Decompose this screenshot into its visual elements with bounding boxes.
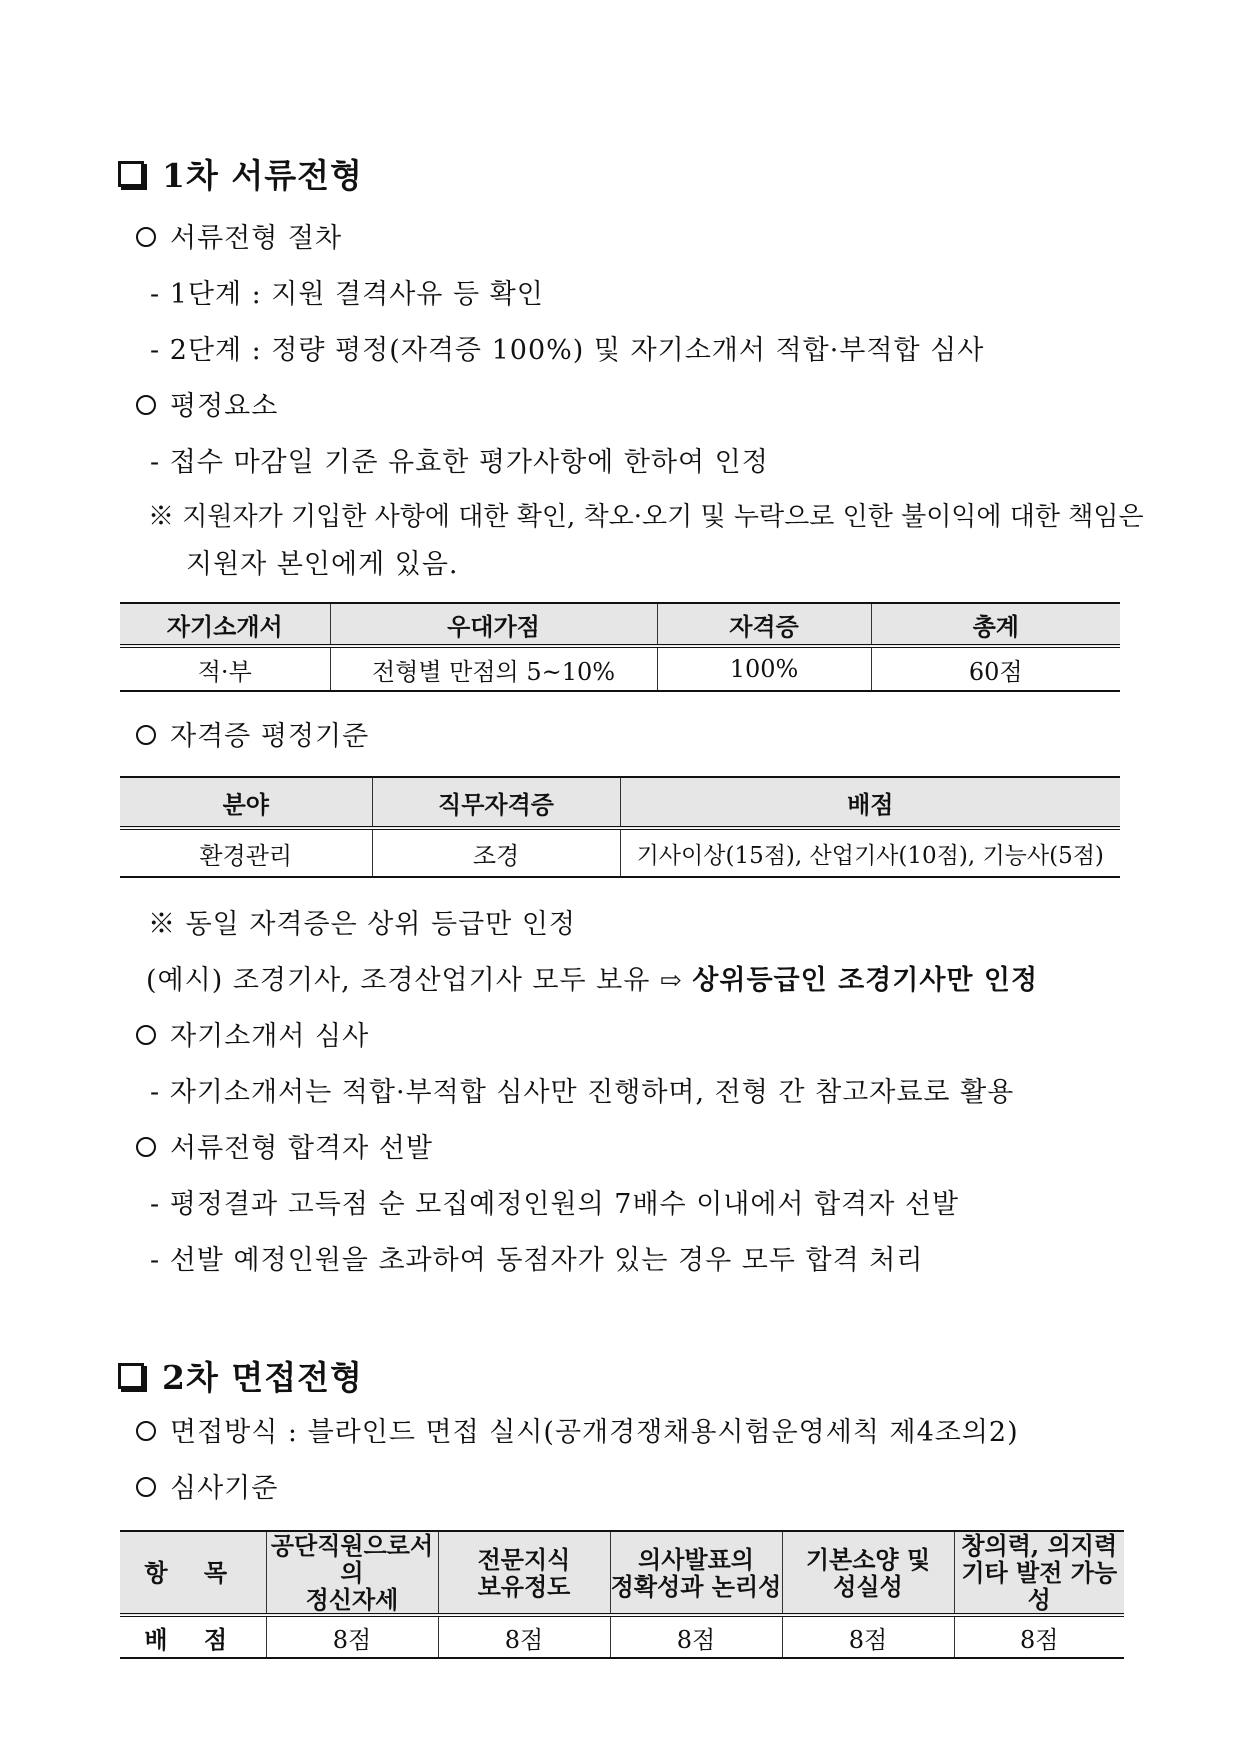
row-header-score: 배 점 (144, 1624, 242, 1654)
section1-title: 1차 서류전형 (162, 156, 363, 195)
row-header-item: 항 목 (120, 1531, 266, 1615)
criteria-heading: 심사기준 (136, 1466, 278, 1505)
step1-line: - 1단계 : 지원 결격사유 등 확인 (150, 279, 544, 310)
table-header: 자격증 (657, 603, 871, 646)
table-header: 기본소양 및 성실성 (782, 1531, 954, 1615)
evaluation-dash: - 접수 마감일 기준 유효한 평가사항에 한하여 인정 (150, 447, 769, 478)
checkbox-square-icon (118, 161, 144, 187)
section2-title: 2차 면접전형 (162, 1358, 363, 1397)
right-arrow-icon: ⇨ (659, 966, 683, 996)
example-line: (예시) 조경기사, 조경산업기사 모두 보유 ⇨ 상위등급인 조경기사만 인정 (146, 965, 1039, 996)
table-cell: 환경관리 (199, 841, 293, 870)
select-dash-1: - 평정결과 고득점 순 모집예정인원의 7배수 이내에서 합격자 선발 (150, 1189, 960, 1220)
table-header: 분야 (120, 777, 372, 828)
evaluation-heading: 평정요소 (136, 384, 278, 423)
table-header: 총계 (871, 603, 1120, 646)
table-header: 전문지식 보유정도 (438, 1531, 610, 1615)
procedure-heading: 서류전형 절차 (136, 216, 342, 255)
table-cell: 100% (657, 646, 871, 691)
section1-heading (118, 150, 363, 197)
table-cell: 조경 (372, 828, 620, 877)
table-cell: 적·부 (197, 657, 252, 686)
cert-heading: 자격증 평정기준 (136, 714, 369, 753)
table-header: 배점 (620, 777, 1120, 828)
table-cell: 8점 (438, 1615, 610, 1658)
circle-bullet-icon (136, 395, 156, 415)
cert-table (120, 776, 1120, 878)
step2-line: - 2단계 : 정량 평정(자격증 100%) 및 자기소개서 적합·부적합 심사 (150, 335, 985, 366)
table-header: 공단직원으로서의 정신자세 (266, 1531, 438, 1615)
section2-heading (118, 1352, 363, 1399)
intro-dash: - 자기소개서는 적합·부적합 심사만 진행하며, 전형 간 참고자료로 활용 (150, 1077, 1015, 1108)
table-cell: 60점 (871, 646, 1120, 691)
table-header: 창의력, 의지력 기타 발전 가능성 (954, 1531, 1124, 1615)
table-cell: 전형별 만점의 5~10% (330, 646, 657, 691)
circle-bullet-icon (136, 1025, 156, 1045)
table-cell: 8점 (266, 1615, 438, 1658)
interview-method: 면접방식 : 블라인드 면접 실시(공개경쟁채용시험운영세칙 제4조의2) (136, 1410, 1019, 1449)
checkbox-square-icon (118, 1363, 144, 1389)
circle-bullet-icon (136, 227, 156, 247)
circle-bullet-icon (136, 1477, 156, 1497)
responsibility-note-cont: 지원자 본인에게 있음. (186, 549, 459, 580)
circle-bullet-icon (136, 1421, 156, 1441)
same-cert-note: ※ 동일 자격증은 상위 등급만 인정 (148, 909, 576, 940)
responsibility-note: ※ 지원자가 기입한 사항에 대한 확인, 착오·오기 및 누락으로 인한 불이익에 대한 책임은 (148, 502, 1144, 532)
table-cell: 8점 (954, 1615, 1124, 1658)
table-cell: 기사이상(15점), 산업기사(10점), 기능사(5점) (620, 828, 1120, 877)
circle-bullet-icon (136, 725, 156, 745)
select-heading: 서류전형 합격자 선발 (136, 1126, 433, 1165)
table-cell: 8점 (782, 1615, 954, 1658)
table-cell: 8점 (610, 1615, 782, 1658)
circle-bullet-icon (136, 1137, 156, 1157)
intro-heading: 자기소개서 심사 (136, 1014, 369, 1053)
table-header: 자기소개서 (120, 603, 330, 646)
table-header: 우대가점 (330, 603, 657, 646)
table-header: 직무자격증 (372, 777, 620, 828)
evaluation-table (120, 602, 1120, 692)
table-header: 의사발표의 정확성과 논리성 (610, 1531, 782, 1615)
interview-criteria-table (120, 1530, 1124, 1659)
select-dash-2: - 선발 예정인원을 초과하여 동점자가 있는 경우 모두 합격 처리 (150, 1245, 924, 1276)
